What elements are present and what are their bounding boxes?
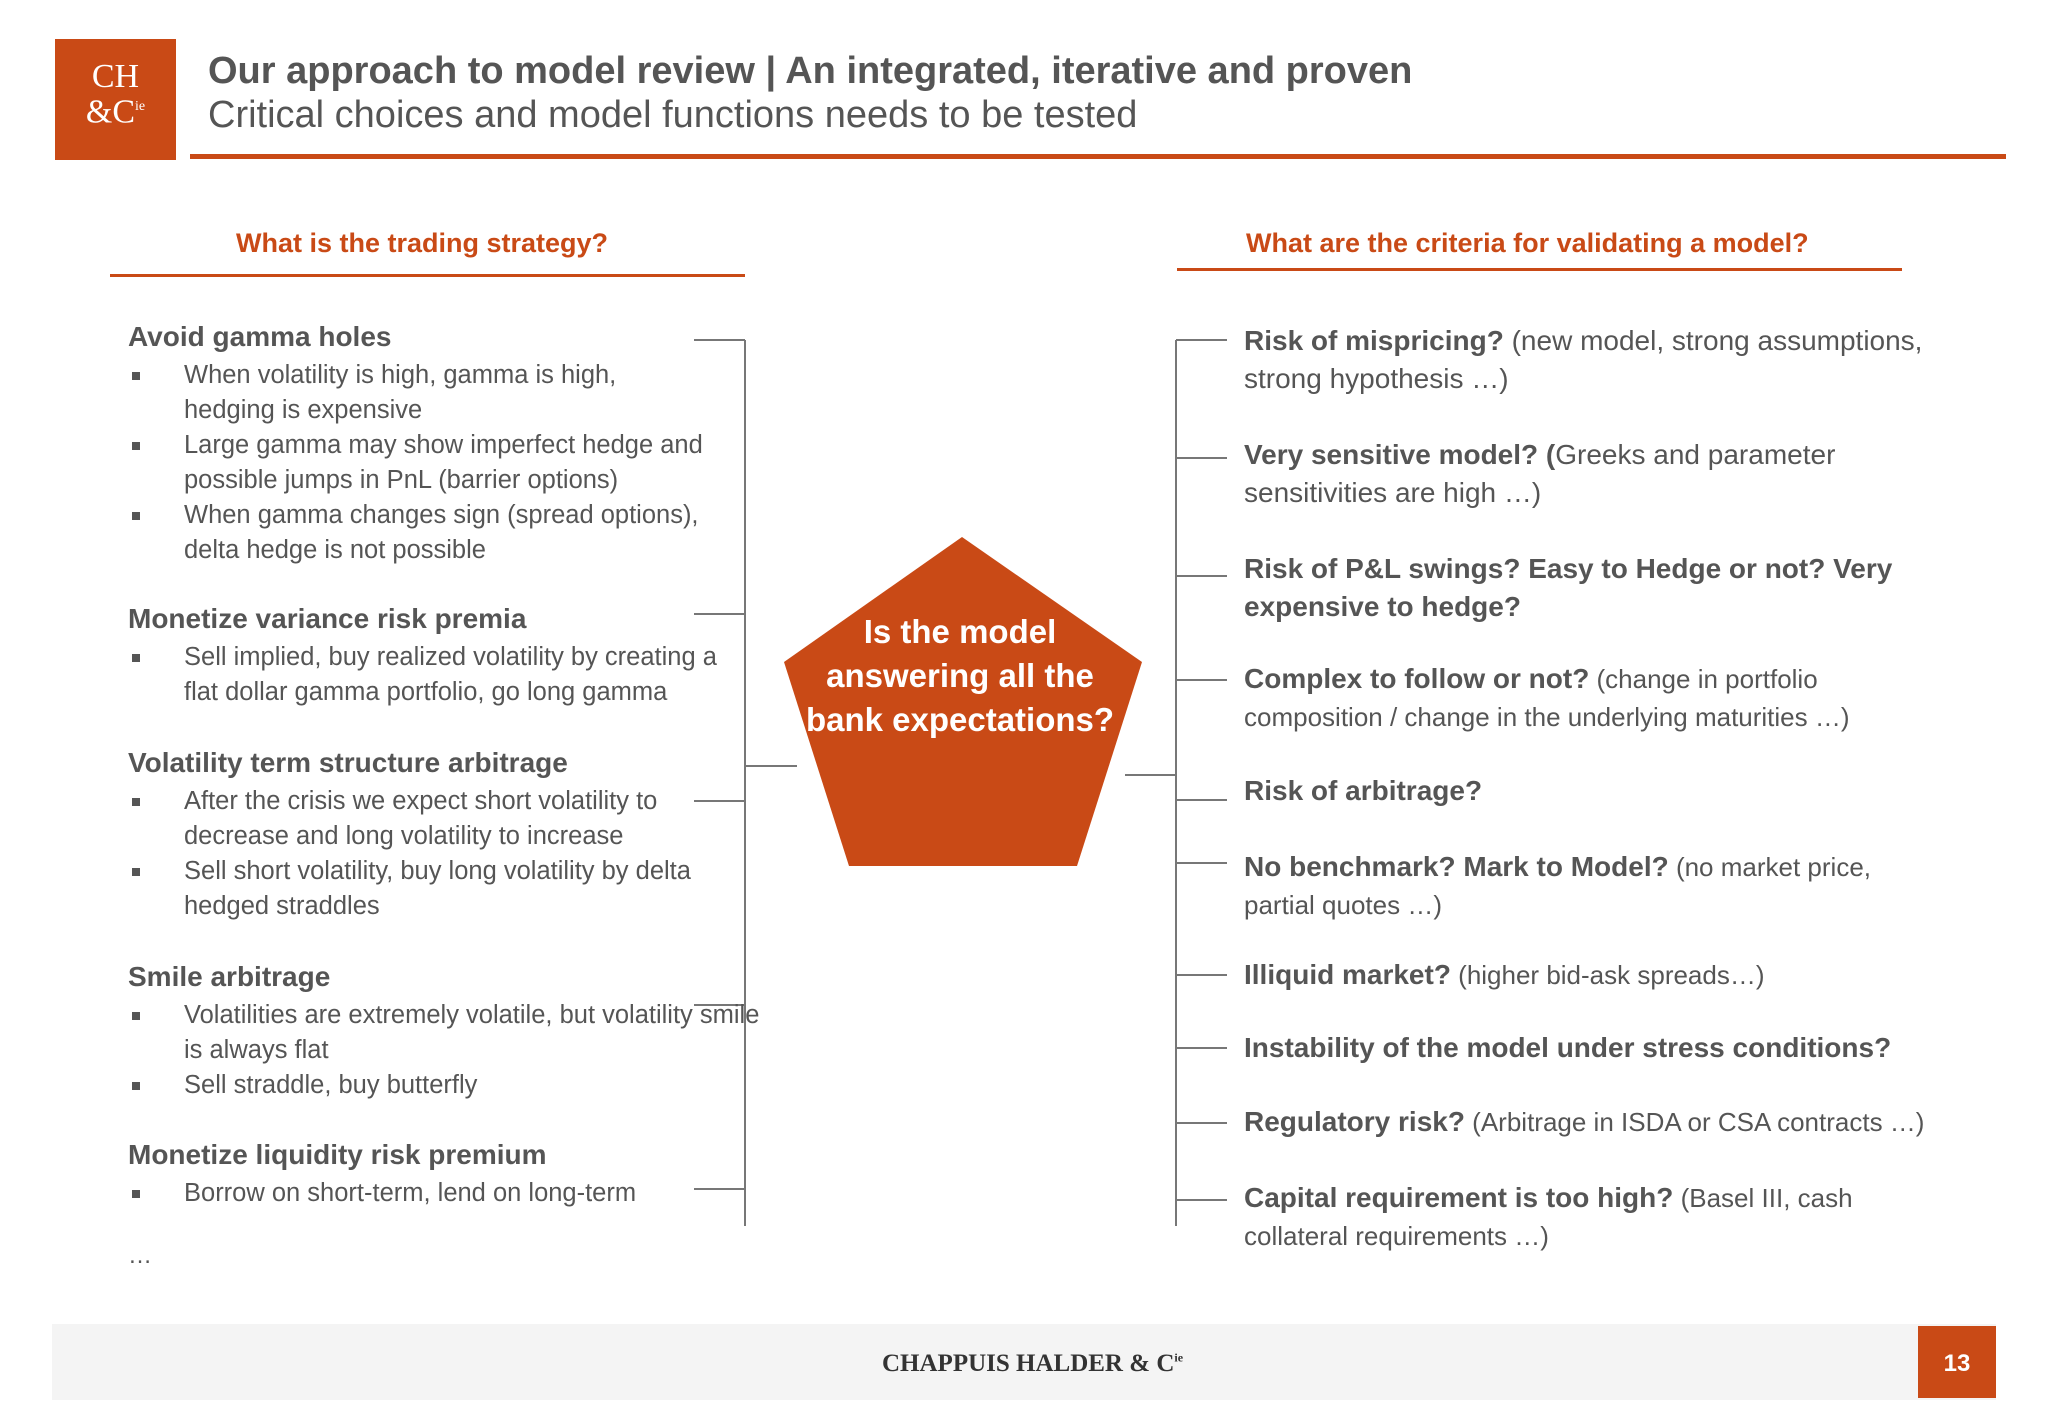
criterion-bold: Risk of mispricing? (1244, 325, 1504, 356)
criterion-note: (higher bid-ask spreads…) (1450, 960, 1765, 990)
criterion-sensitive-model (1244, 436, 1944, 512)
strategy-title: Monetize liquidity risk premium (128, 1139, 547, 1170)
criterion-arbitrage (1244, 772, 1944, 810)
criterion-note: Greeks and parameter sensitivities are high …) (1244, 439, 1836, 508)
strategy-bullet: Volatilities are extremely volatile, but volatility smile is always flat (128, 998, 764, 1068)
criterion-note: (Basel III, cash collateral requirements …) (1244, 1183, 1853, 1251)
criterion-regulatory-risk (1244, 1103, 1944, 1141)
criterion-bold: Very sensitive model? ( (1244, 439, 1556, 470)
strategy-title: Volatility term structure arbitrage (128, 747, 568, 778)
trading-strategy-heading: What is the trading strategy? (236, 228, 609, 258)
criterion-stress-instability (1244, 1029, 1944, 1067)
criterion-bold: Risk of arbitrage? (1244, 775, 1483, 806)
criterion-complexity (1244, 660, 1944, 736)
strategy-bullet: Sell implied, buy realized volatility by creating a flat dollar gamma portfolio, go long gamma (128, 640, 744, 710)
criterion-note: (change in portfolio composition / change in the underlying maturities …) (1244, 664, 1850, 732)
strategy-smile-arbitrage (128, 960, 758, 1103)
strategy-title: Smile arbitrage (128, 961, 331, 992)
validation-criteria-heading: What are the criteria for validating a model? (1246, 228, 1809, 258)
criterion-note: (new model, strong assumptions, strong hypothesis …) (1244, 325, 1923, 394)
strategy-bullet: Sell short volatility, buy long volatility by delta hedged straddles (128, 854, 758, 924)
criterion-bold: Complex to follow or not? (1244, 663, 1590, 694)
criterion-capital-requirement (1244, 1179, 1944, 1255)
strategy-bullet: Large gamma may show imperfect hedge and possible jumps in PnL (barrier options) (128, 428, 758, 498)
strategy-bullet: When gamma changes sign (spread options), delta hedge is not possible (128, 498, 758, 568)
strategy-bullet: Sell straddle, buy butterfly (128, 1068, 758, 1103)
strategy-title: Monetize variance risk premia (128, 603, 527, 634)
criterion-bold: Risk of P&L swings? Easy to Hedge or not? Very expensive to hedge? (1244, 553, 1893, 622)
strategy-bullet: When volatility is high, gamma is high, hedging is expensive (128, 358, 684, 428)
criterion-note: (Arbitrage in ISDA or CSA contracts …) (1464, 1107, 1925, 1137)
criterion-note: (no market price, partial quotes …) (1244, 852, 1872, 920)
footer-brand: CHAPPUIS HALDER & $C^{ie}$ (882, 1350, 1184, 1377)
criterion-bold: Capital requirement is too high? (1244, 1182, 1674, 1213)
criterion-bold: Illiquid market? (1244, 959, 1451, 990)
strategy-term-structure-arbitrage (128, 746, 758, 924)
criterion-bold: Instability of the model under stress conditions? (1244, 1032, 1892, 1063)
center-question: Is the model answering all the bank expectations? (805, 613, 1115, 738)
criterion-bold: No benchmark? Mark to Model? (1244, 851, 1669, 882)
logo-text: CH $\&C^{ie}$ (85, 58, 146, 131)
criterion-bold: Regulatory risk? (1244, 1106, 1465, 1137)
strategy-avoid-gamma-holes (128, 320, 758, 568)
strategy-bullet: Borrow on short-term, lend on long-term (128, 1176, 758, 1211)
strategy-variance-risk-premia (128, 602, 758, 710)
criterion-illiquid-market (1244, 956, 1944, 994)
criterion-no-benchmark (1244, 848, 1944, 924)
strategy-liquidity-risk-premium (128, 1138, 758, 1211)
more-ellipsis: … (128, 1242, 152, 1269)
strategy-bullet: After the crisis we expect short volatility to decrease and long volatility to increase (128, 784, 724, 854)
page-title: Our approach to model review | An integrated, iterative and proven (208, 50, 1413, 92)
page-number: 13 (1943, 1350, 1971, 1377)
criterion-mispricing (1244, 322, 1944, 398)
strategy-title: Avoid gamma holes (128, 321, 392, 352)
criterion-pnl-swings (1244, 550, 1924, 626)
page-subtitle: Critical choices and model functions needs to be tested (208, 94, 1138, 136)
